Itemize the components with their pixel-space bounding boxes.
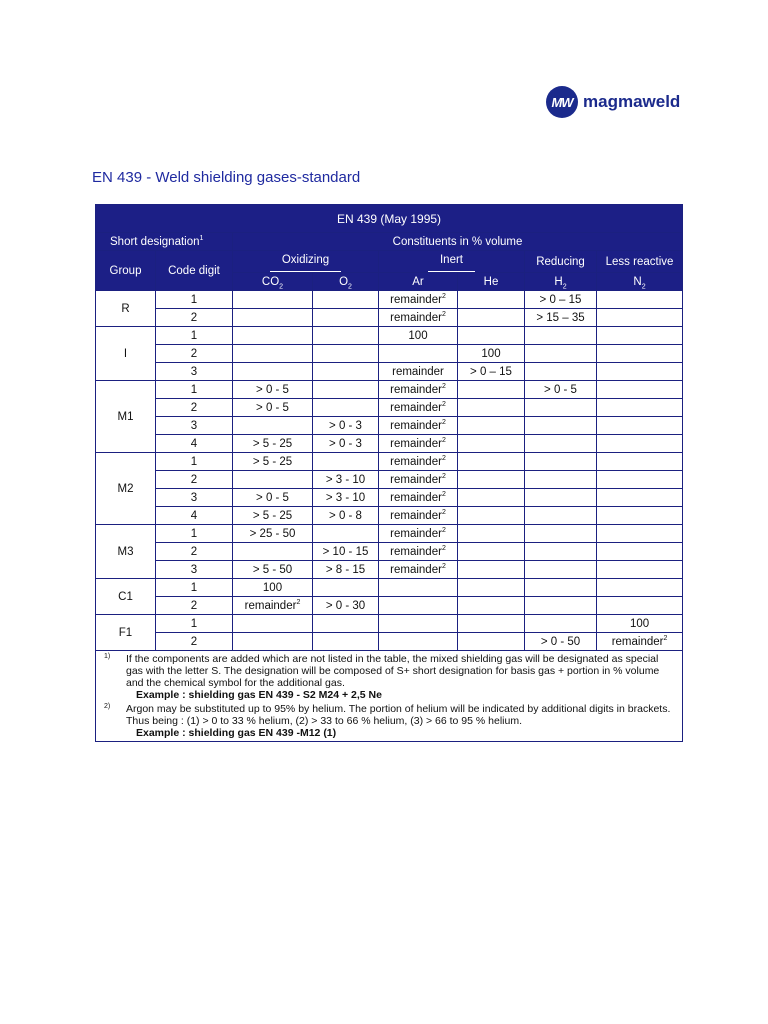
he-cell <box>458 399 525 417</box>
table-row <box>96 633 683 651</box>
ar-footnote-ref: 2 <box>441 418 446 426</box>
ar-cell <box>379 309 458 327</box>
table-row <box>96 327 683 345</box>
co2-value: remainder <box>244 599 297 612</box>
n2-sub: 2 <box>641 282 646 290</box>
ar-value: remainder <box>390 401 442 414</box>
o2-cell <box>313 435 379 453</box>
footnotes <box>96 651 683 742</box>
ar-value: remainder <box>390 563 442 576</box>
co2-footnote-ref: 2 <box>296 598 301 606</box>
code-digit-cell: 2 <box>156 543 233 561</box>
table-row <box>96 381 683 399</box>
n2-value: 100 <box>629 617 650 630</box>
table-row <box>96 435 683 453</box>
ar-footnote-ref: 2 <box>441 508 446 516</box>
code-digit-cell: 3 <box>156 417 233 435</box>
oxidizing-header <box>233 251 379 273</box>
co2-cell <box>233 489 313 507</box>
h2-cell <box>525 615 597 633</box>
ar-value: remainder <box>390 383 442 396</box>
group-cell: M1 <box>96 381 156 453</box>
ar-footnote-ref: 2 <box>441 562 446 570</box>
o2-value: > 3 - 10 <box>325 473 366 486</box>
he-cell <box>458 507 525 525</box>
h2-cell <box>525 525 597 543</box>
o2-value: > 3 - 10 <box>325 491 366 504</box>
code-digit-cell: 1 <box>156 615 233 633</box>
h2-cell <box>525 633 597 651</box>
o2-cell <box>313 363 379 381</box>
ar-value: 100 <box>408 329 428 342</box>
code-digit-cell: 2 <box>156 399 233 417</box>
co2-cell <box>233 381 313 399</box>
ar-cell <box>379 507 458 525</box>
o2-sub: 2 <box>348 282 352 290</box>
code-digit-cell: 3 <box>156 363 233 381</box>
shielding-gas-table <box>95 204 683 742</box>
n2-cell <box>597 633 683 651</box>
group-cell: M2 <box>96 453 156 525</box>
code-digit-cell: 1 <box>156 453 233 471</box>
table-row <box>96 507 683 525</box>
ar-footnote-ref: 2 <box>441 400 446 408</box>
code-digit-cell: 1 <box>156 291 233 309</box>
co2-value: > 5 - 25 <box>252 455 293 468</box>
table-row <box>96 291 683 309</box>
co2-value: > 5 - 25 <box>252 509 293 522</box>
brand-logo <box>546 86 680 118</box>
table-row <box>96 345 683 363</box>
h2-cell <box>525 561 597 579</box>
o2-cell <box>313 633 379 651</box>
co2-value: > 0 - 5 <box>256 491 289 504</box>
o2-cell <box>313 291 379 309</box>
ar-footnote-ref: 2 <box>441 382 446 390</box>
less-reactive-header: Less reactive <box>597 251 683 273</box>
table-title: EN 439 (May 1995) <box>96 205 683 233</box>
he-cell <box>458 453 525 471</box>
table-row <box>96 597 683 615</box>
n2-cell <box>597 399 683 417</box>
ar-value: remainder <box>392 365 444 378</box>
he-cell <box>458 363 525 381</box>
he-cell <box>458 435 525 453</box>
ar-cell <box>379 525 458 543</box>
code-digit-cell: 2 <box>156 345 233 363</box>
code-digit-cell: 4 <box>156 507 233 525</box>
ar-cell <box>379 471 458 489</box>
n2-cell <box>597 309 683 327</box>
ar-value: remainder <box>390 491 442 504</box>
co2-cell <box>233 417 313 435</box>
he-cell <box>458 327 525 345</box>
co2-cell <box>233 471 313 489</box>
short-designation-sup: 1 <box>199 234 204 242</box>
n2-cell <box>597 525 683 543</box>
ar-value: remainder <box>390 293 442 306</box>
n2-cell <box>597 579 683 597</box>
ar-value: remainder <box>390 455 442 468</box>
h2-value: > 0 – 15 <box>539 293 582 306</box>
table-row <box>96 453 683 471</box>
he-cell <box>458 489 525 507</box>
co2-cell <box>233 597 313 615</box>
table-row <box>96 417 683 435</box>
ar-cell <box>379 597 458 615</box>
code-digit-cell: 1 <box>156 327 233 345</box>
o2-value: > 0 - 30 <box>325 599 366 612</box>
o2-cell <box>313 489 379 507</box>
co2-cell <box>233 543 313 561</box>
co2-cell <box>233 525 313 543</box>
ar-value: remainder <box>390 527 442 540</box>
n2-cell <box>597 507 683 525</box>
o2-value: > 0 - 3 <box>329 437 362 450</box>
h2-cell <box>525 345 597 363</box>
ar-cell <box>379 579 458 597</box>
o2-value: > 10 - 15 <box>322 545 369 558</box>
ar-cell <box>379 381 458 399</box>
h2-base: H <box>554 275 563 288</box>
table-row <box>96 489 683 507</box>
co2-value: > 5 - 25 <box>252 437 293 450</box>
reducing-header: Reducing <box>525 251 597 273</box>
code-digit-cell: 2 <box>156 309 233 327</box>
n2-cell <box>597 291 683 309</box>
co2-value: 100 <box>262 581 283 594</box>
ar-cell <box>379 345 458 363</box>
he-value: > 0 – 15 <box>470 365 512 378</box>
code-digit-cell: 2 <box>156 471 233 489</box>
group-cell: F1 <box>96 615 156 651</box>
footnote-1-example: Example : shielding gas EN 439 - S2 M24 + 2,5 Ne <box>136 689 382 701</box>
o2-value: > 0 - 3 <box>329 419 362 432</box>
h2-value: > 0 - 5 <box>544 383 577 396</box>
table-body <box>96 291 683 651</box>
n2-cell <box>597 417 683 435</box>
code-digit-cell: 4 <box>156 435 233 453</box>
he-cell <box>458 471 525 489</box>
n2-cell <box>597 471 683 489</box>
table-row <box>96 615 683 633</box>
he-cell <box>458 381 525 399</box>
code-digit-cell: 1 <box>156 525 233 543</box>
code-digit-cell: 1 <box>156 579 233 597</box>
h2-cell <box>525 363 597 381</box>
h2-cell <box>525 417 597 435</box>
o2-base: O <box>339 275 349 288</box>
ar-cell <box>379 435 458 453</box>
table-row <box>96 561 683 579</box>
h2-sub: 2 <box>562 282 567 290</box>
co2-cell <box>233 435 313 453</box>
table-row <box>96 399 683 417</box>
h2-cell <box>525 435 597 453</box>
short-designation-label: Short designation <box>110 235 200 248</box>
o2-cell <box>313 561 379 579</box>
n2-cell <box>597 345 683 363</box>
co2-header <box>233 273 313 291</box>
brand-name: magmaweld <box>583 92 681 111</box>
co2-cell <box>233 345 313 363</box>
co2-cell <box>233 561 313 579</box>
footnote-2-text: Argon may be substituted up to 95% by helium. The portion of helium will be indicated by additional digits in brackets. Thus being : (1) > 0 to 33 % helium, (2) > 33 to 66 % helium, (3) > 66 to 95 % helium. <box>126 703 671 727</box>
co2-cell <box>233 507 313 525</box>
ar-cell <box>379 327 458 345</box>
o2-cell <box>313 615 379 633</box>
code-digit-cell: 2 <box>156 597 233 615</box>
co2-value: > 0 - 5 <box>256 383 289 396</box>
h2-cell <box>525 309 597 327</box>
ar-footnote-ref: 2 <box>441 490 446 498</box>
o2-cell <box>313 381 379 399</box>
constituents-header: Constituents in % volume <box>233 233 683 251</box>
code-digit-cell: 1 <box>156 381 233 399</box>
o2-header <box>313 273 379 291</box>
ar-footnote-ref: 2 <box>441 472 446 480</box>
he-header: He <box>458 273 525 291</box>
h2-cell <box>525 291 597 309</box>
ar-cell <box>379 291 458 309</box>
he-cell <box>458 525 525 543</box>
n2-cell <box>597 615 683 633</box>
table-row <box>96 543 683 561</box>
co2-sub: 2 <box>279 282 284 290</box>
o2-value: > 8 - 15 <box>325 563 366 576</box>
he-value: 100 <box>481 347 501 360</box>
h2-cell <box>525 507 597 525</box>
short-designation-header <box>96 233 233 251</box>
ar-cell <box>379 633 458 651</box>
brand-mark-text: MW <box>551 94 573 110</box>
ar-header: Ar <box>379 273 458 291</box>
he-cell <box>458 417 525 435</box>
code-digit-cell: 3 <box>156 561 233 579</box>
h2-header <box>525 273 597 291</box>
co2-cell <box>233 327 313 345</box>
co2-cell <box>233 291 313 309</box>
he-cell <box>458 543 525 561</box>
h2-cell <box>525 381 597 399</box>
o2-cell <box>313 579 379 597</box>
inert-header <box>379 251 525 273</box>
footnote-1 <box>104 653 674 701</box>
h2-cell <box>525 489 597 507</box>
ar-cell <box>379 363 458 381</box>
ar-footnote-ref: 2 <box>441 526 446 534</box>
ar-value: remainder <box>390 545 442 558</box>
he-cell <box>458 291 525 309</box>
table-row <box>96 579 683 597</box>
n2-base: N <box>633 275 642 288</box>
n2-cell <box>597 363 683 381</box>
co2-cell <box>233 633 313 651</box>
o2-cell <box>313 507 379 525</box>
o2-cell <box>313 309 379 327</box>
n2-footnote-ref: 2 <box>663 634 668 642</box>
ar-cell <box>379 543 458 561</box>
footnote-2-num: 2) <box>104 703 111 710</box>
ar-value: remainder <box>390 473 442 486</box>
co2-cell <box>233 453 313 471</box>
ar-footnote-ref: 2 <box>441 436 446 444</box>
h2-value: > 0 - 50 <box>540 635 581 648</box>
footnote-2 <box>104 703 674 739</box>
ar-footnote-ref: 2 <box>441 544 446 552</box>
n2-cell <box>597 435 683 453</box>
group-cell: R <box>96 291 156 327</box>
o2-cell <box>313 453 379 471</box>
h2-cell <box>525 597 597 615</box>
ar-footnote-ref: 2 <box>441 292 446 300</box>
he-cell <box>458 597 525 615</box>
ar-cell <box>379 561 458 579</box>
o2-cell <box>313 597 379 615</box>
n2-cell <box>597 597 683 615</box>
co2-value: > 0 - 5 <box>256 401 289 414</box>
he-cell <box>458 345 525 363</box>
table-row <box>96 363 683 381</box>
brand-logo-mark <box>546 86 578 118</box>
table-header <box>96 205 683 291</box>
footnote-1-num: 1) <box>104 653 111 660</box>
inert-label: Inert <box>428 252 475 272</box>
n2-cell <box>597 489 683 507</box>
group-cell: I <box>96 327 156 381</box>
h2-cell <box>525 327 597 345</box>
h2-value: > 15 – 35 <box>536 311 585 324</box>
oxidizing-label: Oxidizing <box>270 252 341 272</box>
o2-cell <box>313 525 379 543</box>
code-digit-header: Code digit <box>156 251 233 291</box>
h2-cell <box>525 399 597 417</box>
o2-cell <box>313 471 379 489</box>
o2-cell <box>313 399 379 417</box>
h2-cell <box>525 453 597 471</box>
co2-base: CO <box>261 275 280 288</box>
he-cell <box>458 561 525 579</box>
ar-cell <box>379 489 458 507</box>
o2-cell <box>313 345 379 363</box>
co2-cell <box>233 615 313 633</box>
he-cell <box>458 615 525 633</box>
table-row <box>96 525 683 543</box>
n2-header <box>597 273 683 291</box>
ar-cell <box>379 399 458 417</box>
o2-cell <box>313 417 379 435</box>
ar-footnote-ref: 2 <box>441 454 446 462</box>
footnote-1-text: If the components are added which are not listed in the table, the mixed shielding gas will be designated as special gas with the letter S. The designation will be composed of S+ short designation for basis gas + portion in % volume and the chemical symbol for the additional gas. <box>126 653 660 689</box>
ar-cell <box>379 417 458 435</box>
h2-cell <box>525 543 597 561</box>
he-cell <box>458 309 525 327</box>
ar-value: remainder <box>390 419 442 432</box>
o2-value: > 0 - 8 <box>329 509 362 522</box>
co2-value: > 5 - 50 <box>252 563 293 576</box>
n2-value: remainder <box>611 635 664 648</box>
group-header: Group <box>96 251 156 291</box>
table-notes <box>96 651 683 742</box>
co2-cell <box>233 309 313 327</box>
code-digit-cell: 2 <box>156 633 233 651</box>
he-cell <box>458 633 525 651</box>
ar-value: remainder <box>390 437 442 450</box>
ar-value: remainder <box>390 509 442 522</box>
ar-value: remainder <box>390 311 442 324</box>
group-cell: C1 <box>96 579 156 615</box>
table-row <box>96 309 683 327</box>
co2-cell <box>233 399 313 417</box>
group-cell: M3 <box>96 525 156 579</box>
ar-cell <box>379 453 458 471</box>
n2-cell <box>597 561 683 579</box>
h2-cell <box>525 579 597 597</box>
co2-cell <box>233 579 313 597</box>
ar-cell <box>379 615 458 633</box>
code-digit-cell: 3 <box>156 489 233 507</box>
he-cell <box>458 579 525 597</box>
n2-cell <box>597 543 683 561</box>
ar-footnote-ref: 2 <box>441 310 446 318</box>
n2-cell <box>597 453 683 471</box>
o2-cell <box>313 327 379 345</box>
co2-cell <box>233 363 313 381</box>
page-title: EN 439 - Weld shielding gases-standard <box>92 169 361 186</box>
o2-cell <box>313 543 379 561</box>
h2-cell <box>525 471 597 489</box>
n2-cell <box>597 327 683 345</box>
n2-cell <box>597 381 683 399</box>
footnote-2-example: Example : shielding gas EN 439 -M12 (1) <box>136 727 337 739</box>
table-row <box>96 471 683 489</box>
co2-value: > 25 - 50 <box>249 527 296 540</box>
